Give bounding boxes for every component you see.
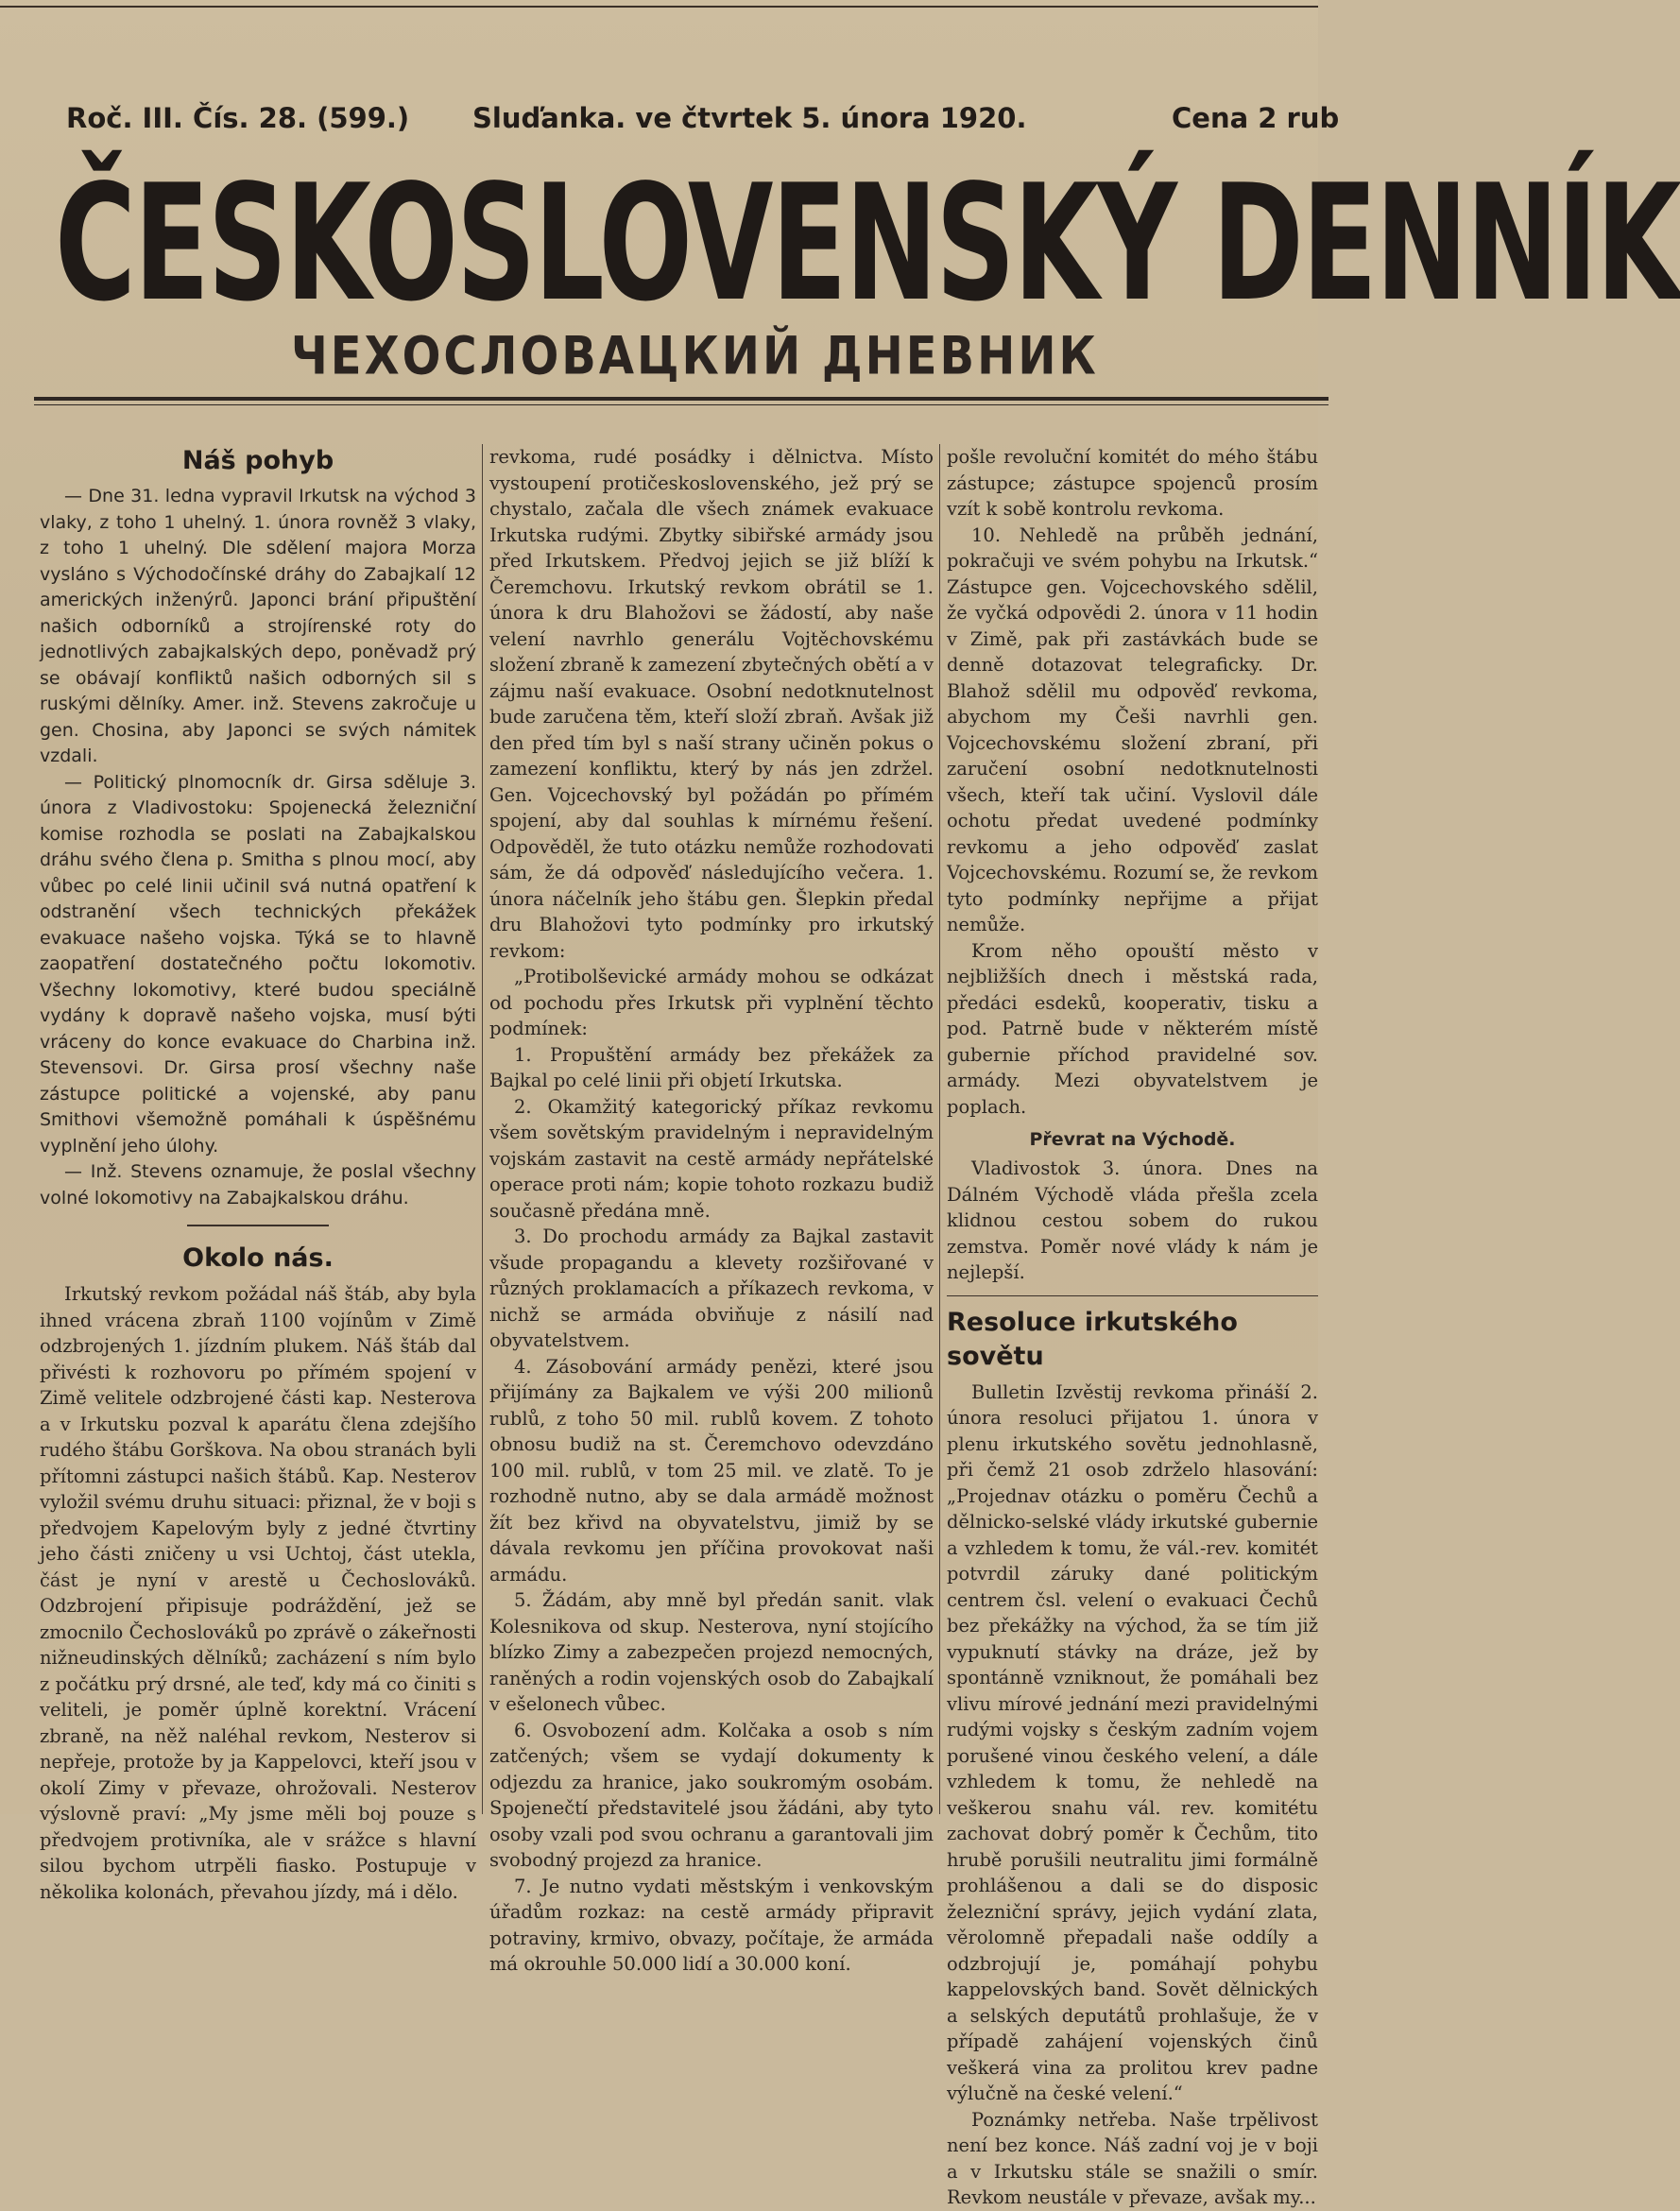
price: Cena 2 rub <box>1172 102 1340 134</box>
article-heading-prevrat: Převrat na Východě. <box>1029 1129 1236 1150</box>
article-paragraph: revkoma, rudé posádky i dělnictva. Místo vystoupení protičeskoslovenského, jež prý se chystalo, začala dle všech známek evakuace Irkutska rudými. Zbytky sibiřské armády jsou před Irkutskem. Předvoj jejich se již blíží k Čeremchovu. Irkutský revkom obrátil se 1. února k dru Blahožovi se žádostí, aby naše velení navrhlo generálu Vojtěchovskému složení zbraně k zamezení zbytečných obětí a v zájmu naší evakuace. Osobní nedotknutelnost bude zaručena těm, kteří složí zbraň. Avšak již den před tím byl s naší strany učiněn pokus o zamezení konfliktu, který by nás jen zdržel. Gen. Vojcechovský byl požádán po přímém spojení, aby dal souhlas k mírnému řešení. Odpověděl, že tuto otázku nemůže rozhodovati sám, že dá odpověď následujícího večera. 1. února náčelník jeho štábu gen. Šlepkin předal dru Blahožovi tyto podmínky pro irkutský revkom: <box>489 446 934 962</box>
article-paragraph: Poznámky netřeba. Naše trpělivost není bez konce. Náš zadní voj je v boji a v Irkutsku stále se snažili o smír. Revkom neustále v převaze, avšak my... <box>947 2108 1318 2208</box>
place-date: Sluďanka. ve čtvrtek 5. února 1920. <box>472 102 1027 134</box>
article-separator <box>187 1225 329 1226</box>
article-paragraph: Bulletin Izvěstij revkoma přináší 2. února resoluci přijatou 1. února v plenu irkutského sovětu jednohlasně, při čemž 21 osob zdrželo hlasování: „Projednav otázku o poměru Čechů a dělnicko-selské vlády irkutské gubernie a vzhledem k tomu, že vál.-rev. komitét potvrdil záruky dané politickým centrem čsl. velení o evakuaci Čechů bez překážky na východ, ža se tím již vypuknutí stávky na dráze, jež by spontánně vzniknout, že pomáhali bez vlivu mírové jednání mezi pravidelnými rudými vojsky s českým zadním vojem porušené vinou českého velení, a dále vzhledem k tomu, že nehledě na veškerou snahu vál. rev. komitétu zachovat dobrý poměr k Čechům, tito hrubě porušili neutralitu jimi formálně prohlášenou a dali se do disposic železniční správy, jejich vydání zlata, věrolomně přepadali naše oddíly a odzbrojují je, pomáhají pohybu kappelovských band. Sovět dělnických a selských deputátů prohlašuje, že v případě zahájení vojenských činů veškerá vina za prolitou krev padne výlučně na české velení.“ <box>947 1380 1318 2104</box>
newspaper-title: ČESKOSLOVENSKÝ DENNÍK <box>55 149 1680 337</box>
article-paragraph: 10. Nehledě na průběh jednání, pokračuji ve svém pohybu na Irkutsk.“ Zástupce gen. Vojcechovského sdělil, že vyčká odpovědi 2. února v 11 hodin v Zimě, pak při zastávkách bude se denně dotazovat telegraficky. Dr. Blahož sdělil mu odpověď revkoma, abychom my Češi navrhli gen. Vojcechovskému složení zbraní, při zaručení osobní nedotknutelnosti všech, kteří tak učiní. Vyslovil dále ochotu předat uvedené podmínky revkomu a jeho odpověď zaslat Vojcechovskému. Rozumí se, že revkom tyto podmínky nepřijme a přijat nemůže. <box>947 523 1318 935</box>
top-edge-rule <box>0 6 1318 8</box>
condition-item: 4. Zásobování armády penězi, které jsou přijímány za Bajkalem ve výši 200 milionů rublů, z toho 50 mil. rublů kovem. Z tohoto obnosu budiž na st. Čeremchovo odevzdáno 100 mil. rublů, v tom 25 mil. ve zlatě. To je rozhodně nutno, aby se dala armádě možnost žít bez křivd na obyvatelstvu, jimiž by se dávala revkomu jen příčina provokovat naši armádu. <box>489 1355 934 1585</box>
newspaper-subtitle-russian: ЧЕХОСЛОВАЦКИЙ ДНЕВНИК <box>291 326 1099 387</box>
column-divider <box>482 444 483 1814</box>
article-paragraph: — Dne 31. ledna vypravil Irkutsk na východ 3 vlaky, z toho 1 uhelný. 1. února rovněž 3 vlaky, z toho 1 uhelný. Dle sdělení majora Morza vysláno s Východočínské dráhy do Zabajkalí 12 amerických inženýrů. Japonci brání připuštění našich odborníků a strojírenské roty do jednotlivých zabajkalských depo, poněvadž prý se obávají konfliktů našich odborných sil s ruskými dělníky. Amer. inž. Stevens zakročuje u gen. Chosina, aby Japonci se svých námitek vzdali. <box>40 486 476 766</box>
issue-number: Roč. III. Čís. 28. (599.) <box>66 102 410 134</box>
article-paragraph: Krom něho opouští město v nejbližších dnech i městská rada, předáci esdeků, kooperativ, tisku a pod. Patrně bude v některém místě gubernie příchod pravidelné sov. armády. Mezi obyvatelstvem je poplach. <box>947 939 1318 1118</box>
article-separator <box>947 1295 1318 1296</box>
condition-item: 5. Žádám, aby mně byl předán sanit. vlak Kolesnikova od skup. Nesterova, nyní stojícího blízko Zimy a zabezpečen projezd nemocných, raněných a rodin vojenských osob do Zabajkalí v ešelonech vůbec. <box>489 1589 934 1715</box>
column-3 <box>947 444 1318 2208</box>
condition-item: 7. Je nutno vydati městským i venkovským úřadům rozkaz: na cestě armády připravit potraviny, krmivo, obvazy, počítaje, že armáda má okrouhle 50.000 lidí a 30.000 koní. <box>489 1875 934 1975</box>
article-heading-nas-pohyb: Náš pohyb <box>181 446 334 475</box>
article-heading-okolo-nas: Okolo nás. <box>182 1243 334 1273</box>
condition-item: 6. Osvobození adm. Kolčaka a osob s ním zatčených; všem se vydají dokumenty k odjezdu za hranice, jako soukromým osobám. Spojenečtí představitelé jsou žádáni, aby tyto osoby vzali pod svou ochranu a garantovali jim svobodný projezd za hranice. <box>489 1719 934 1871</box>
article-paragraph: pošle revoluční komitét do mého štábu zástupce; zástupce spojenců prosím vzít k sobě kontrolu revkoma. <box>947 446 1318 520</box>
column-1 <box>40 444 476 1903</box>
masthead-rule <box>34 397 1329 401</box>
article-paragraph: — Politický plnomocník dr. Girsa sděluje 3. února z Vladivostoku: Spojenecká železniční komise rozhodla se poslati na Zabajkalskou dráhu svého člena p. Smitha s plnou mocí, aby vůbec po celé linii učinil svá nutná opatření k odstranění všech technických překážek evakuace našeho vojska. Týká se to hlavně zaopatření dostatečného počtu lokomotiv. Všechny lokomotivy, které budou speciálně vydány k dopravě našeho vojska, musí býti vráceny do konce evakuace do Charbina inž. Stevensovi. Dr. Girsa prosí všechny naše zástupce politické a vojenské, aby panu Smithovi všemožně pomáhali k úspěšnému vyplnění jeho úlohy. <box>40 771 476 1157</box>
article-paragraph: „Protibolševické armády mohou se odkázat od pochodu přes Irkutsk při vyplnění těchto podmínek: <box>489 966 934 1039</box>
masthead-rule-thin <box>34 404 1329 405</box>
article-paragraph: — Inž. Stevens oznamuje, že poslal všechny volné lokomotivy na Zabajkalskou dráhu. <box>40 1161 476 1208</box>
article-heading-resoluce: Resoluce irkutského sovětu <box>947 1307 1238 1371</box>
condition-item: 2. Okamžitý kategorický příkaz revkomu všem sovětským pravidelným i nepravidelným vojskám zastavit na cestě armády nepřátelské operace proti nám; kopie tohoto rozkazu budiž současně předána mně. <box>489 1095 934 1222</box>
condition-item: 1. Propuštění armády bez překážek za Bajkal po celé linii při objetí Irkutska. <box>489 1043 934 1091</box>
column-2 <box>489 444 934 1975</box>
condition-item: 3. Do prochodu armády za Bajkal zastavit všude propagandu a klevety rozšiřované v různých proklamacích a příkazech revkoma, v nichž se armáda obviňuje z násilí nad obyvatelstvem. <box>489 1225 934 1351</box>
column-divider <box>939 444 940 1814</box>
masthead-info-row <box>66 102 1340 140</box>
article-paragraph: Irkutský revkom požádal náš štáb, aby byla ihned vrácena zbraň 1100 vojínům v Zimě odzbrojených 1. jízdním plukem. Náš štáb dal přivésti k rozhovoru po přímém spojení v Zimě velitele odzbrojené části kap. Nesterova a v Irkutsku pozval k aparátu člena zdejšího rudého štábu Gorškova. Na obou stranách byli přítomni zástupci našich štábů. Kap. Nesterov vyložil svému druhu situaci: přiznal, že v boji s předvojem Kapelovým byly z jedné čtvrtiny jeho části zničeny u vsi Uchtoj, část utekla, část je nyní v arestě u Čechoslováků. Odzbrojení připisuje podráždění, jež se zmocnilo Čechoslováků po zprávě o zákeřnosti nižneudinských dělníků; zacházení s ním bylo z počátku prý drsné, ale teď, kdy má co činiti s veliteli, je poměr úplně korektní. Vrácení zbraně, na něž naléhal revkom, Nesterov si nepřeje, protože by ja Kappelovci, kteří jsou v okolí Zimy v převaze, ohrožovali. Nesterov výslovně praví: „My jsme měli boj pouze s předvojem protivníka, ale v srážce s hlavní silou bychom utrpěli fiasko. Postupuje v několika kolonách, převahou jízdy, má i dělo. <box>40 1283 476 1903</box>
article-paragraph: Vladivostok 3. února. Dnes na Dálném Východě vláda přešla zcela klidnou cestou sobem do rukou zemstva. Poměr nové vlády k nám je nejlepší. <box>947 1157 1318 1283</box>
